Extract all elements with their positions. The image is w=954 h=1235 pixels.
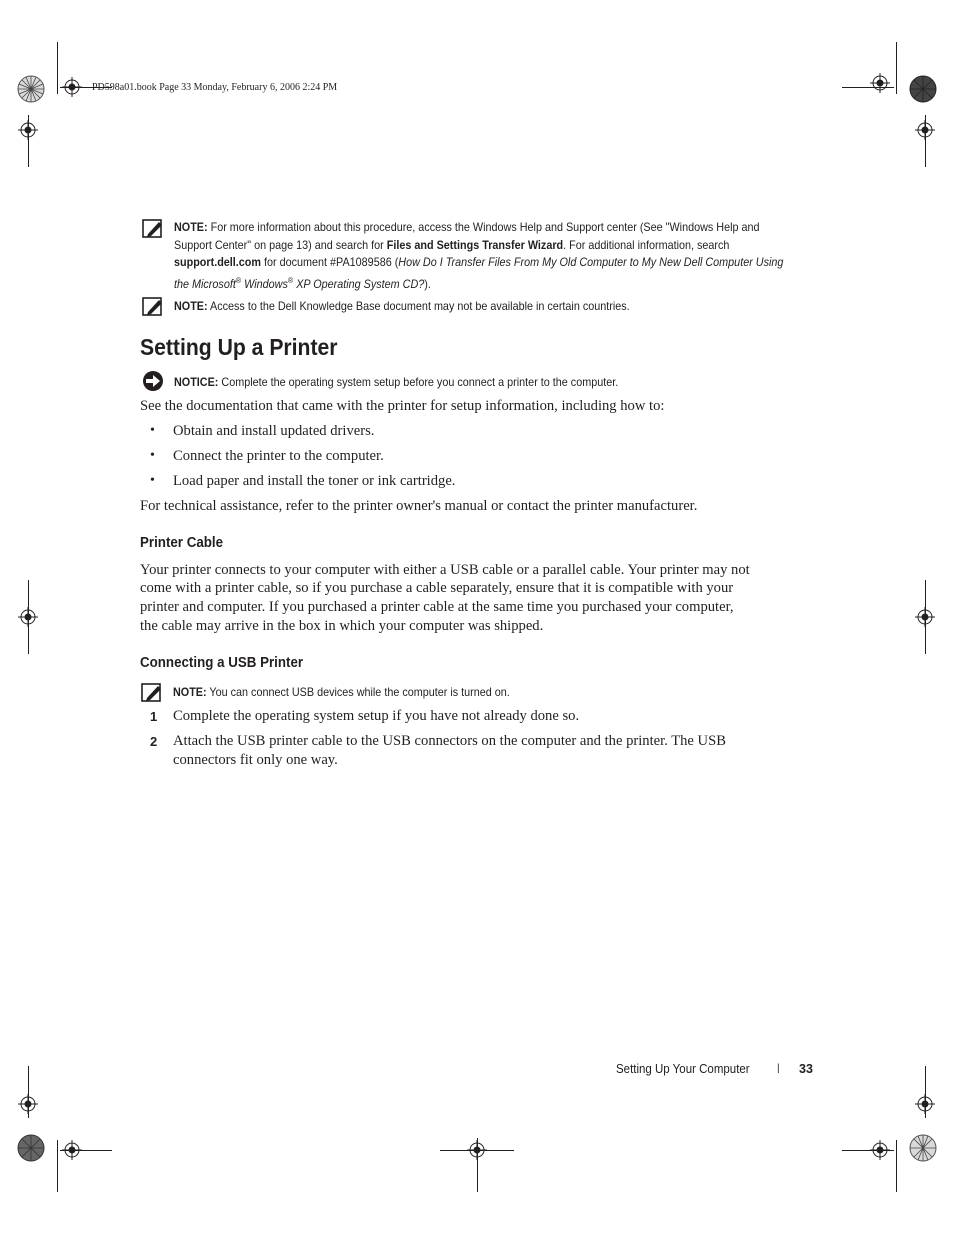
paragraph-line: the cable may arrive in the box in which your computer was shipped. — [140, 618, 544, 634]
list-item: Load paper and install the toner or ink cartridge. — [173, 473, 456, 489]
pencil-note-icon — [142, 297, 164, 317]
step-text: connectors fit only one way. — [173, 752, 338, 768]
pencil-note-icon — [142, 219, 164, 239]
step-text: Complete the operating system setup if you have not already done so. — [173, 708, 580, 724]
crop-mark — [57, 1140, 58, 1192]
color-target-icon — [909, 1134, 937, 1162]
note-label: NOTE: — [174, 220, 208, 234]
crop-mark — [896, 1140, 897, 1192]
color-target-icon — [17, 1134, 45, 1162]
note-text: NOTE: You can connect USB devices while the computer is turned on. — [173, 685, 510, 699]
color-target-icon — [17, 75, 45, 103]
arrow-notice-icon — [141, 370, 165, 392]
registration-mark-icon — [18, 120, 38, 140]
page-number: 33 — [799, 1062, 813, 1076]
page-title: Setting Up a Printer — [140, 334, 338, 360]
list-item: Connect the printer to the computer. — [173, 448, 384, 464]
registration-mark-icon — [18, 607, 38, 627]
section-heading: Connecting a USB Printer — [140, 655, 304, 671]
intro-paragraph: See the documentation that came with the printer for setup information, including how to: — [140, 398, 665, 414]
paragraph-line: come with a printer cable, so if you purchase a cable separately, ensure that it is compatible with your — [140, 580, 734, 596]
paragraph-line: printer and computer. If you purchased a printer cable at the same time you purchased your computer, — [140, 599, 734, 615]
note-text: NOTE: For more information about this procedure, access the Windows Help and Support center (See "Windows Help and Support Center" on page 13) and search for Files and Settings Transfer Wizard. For additional information, search support.dell.com for document #PA1089586 (How Do I Transfer Files From My Old Computer to My New Dell Computer Using the Microsoft® Windows® XP Operating System CD?). — [174, 220, 784, 291]
note-label: NOTE: — [173, 685, 207, 699]
crop-mark — [57, 42, 58, 94]
support-link: support.dell.com — [174, 255, 262, 269]
footer-section: Setting Up Your Computer — [616, 1062, 750, 1076]
crop-mark — [896, 42, 897, 94]
bullet-marker: • — [150, 473, 155, 488]
bullet-marker: • — [150, 448, 155, 463]
registration-mark-icon — [870, 1140, 890, 1160]
registration-mark-icon — [467, 1140, 487, 1160]
notice-text: NOTICE: Complete the operating system setup before you connect a printer to the computer. — [174, 375, 619, 389]
registration-mark-icon — [915, 120, 935, 140]
list-item: Obtain and install updated drivers. — [173, 423, 375, 439]
step-text: Attach the USB printer cable to the USB connectors on the computer and the printer. The USB — [173, 733, 726, 749]
registration-mark-icon — [915, 1094, 935, 1114]
note-label: NOTE: — [174, 299, 208, 313]
step-number: 1 — [150, 709, 158, 724]
bullet-marker: • — [150, 423, 155, 438]
assistance-paragraph: For technical assistance, refer to the printer owner's manual or contact the printer manufacturer. — [140, 498, 698, 514]
step-number: 2 — [150, 734, 158, 749]
color-target-icon — [909, 75, 937, 103]
paragraph-line: Your printer connects to your computer with either a USB cable or a parallel cable. Your printer may not — [140, 562, 750, 578]
registration-mark-icon — [62, 77, 82, 97]
footer-separator: | — [777, 1063, 780, 1074]
section-heading: Printer Cable — [140, 535, 224, 551]
registration-mark-icon — [870, 73, 890, 93]
pencil-note-icon — [141, 683, 163, 703]
registration-mark-icon — [18, 1094, 38, 1114]
note-text: NOTE: Access to the Dell Knowledge Base document may not be available in certain countries. — [174, 299, 630, 313]
page-slug: PD598a01.book Page 33 Monday, February 6, 2006 2:24 PM — [92, 82, 338, 93]
registration-mark-icon — [915, 607, 935, 627]
notice-label: NOTICE: — [174, 375, 219, 389]
registration-mark-icon — [62, 1140, 82, 1160]
